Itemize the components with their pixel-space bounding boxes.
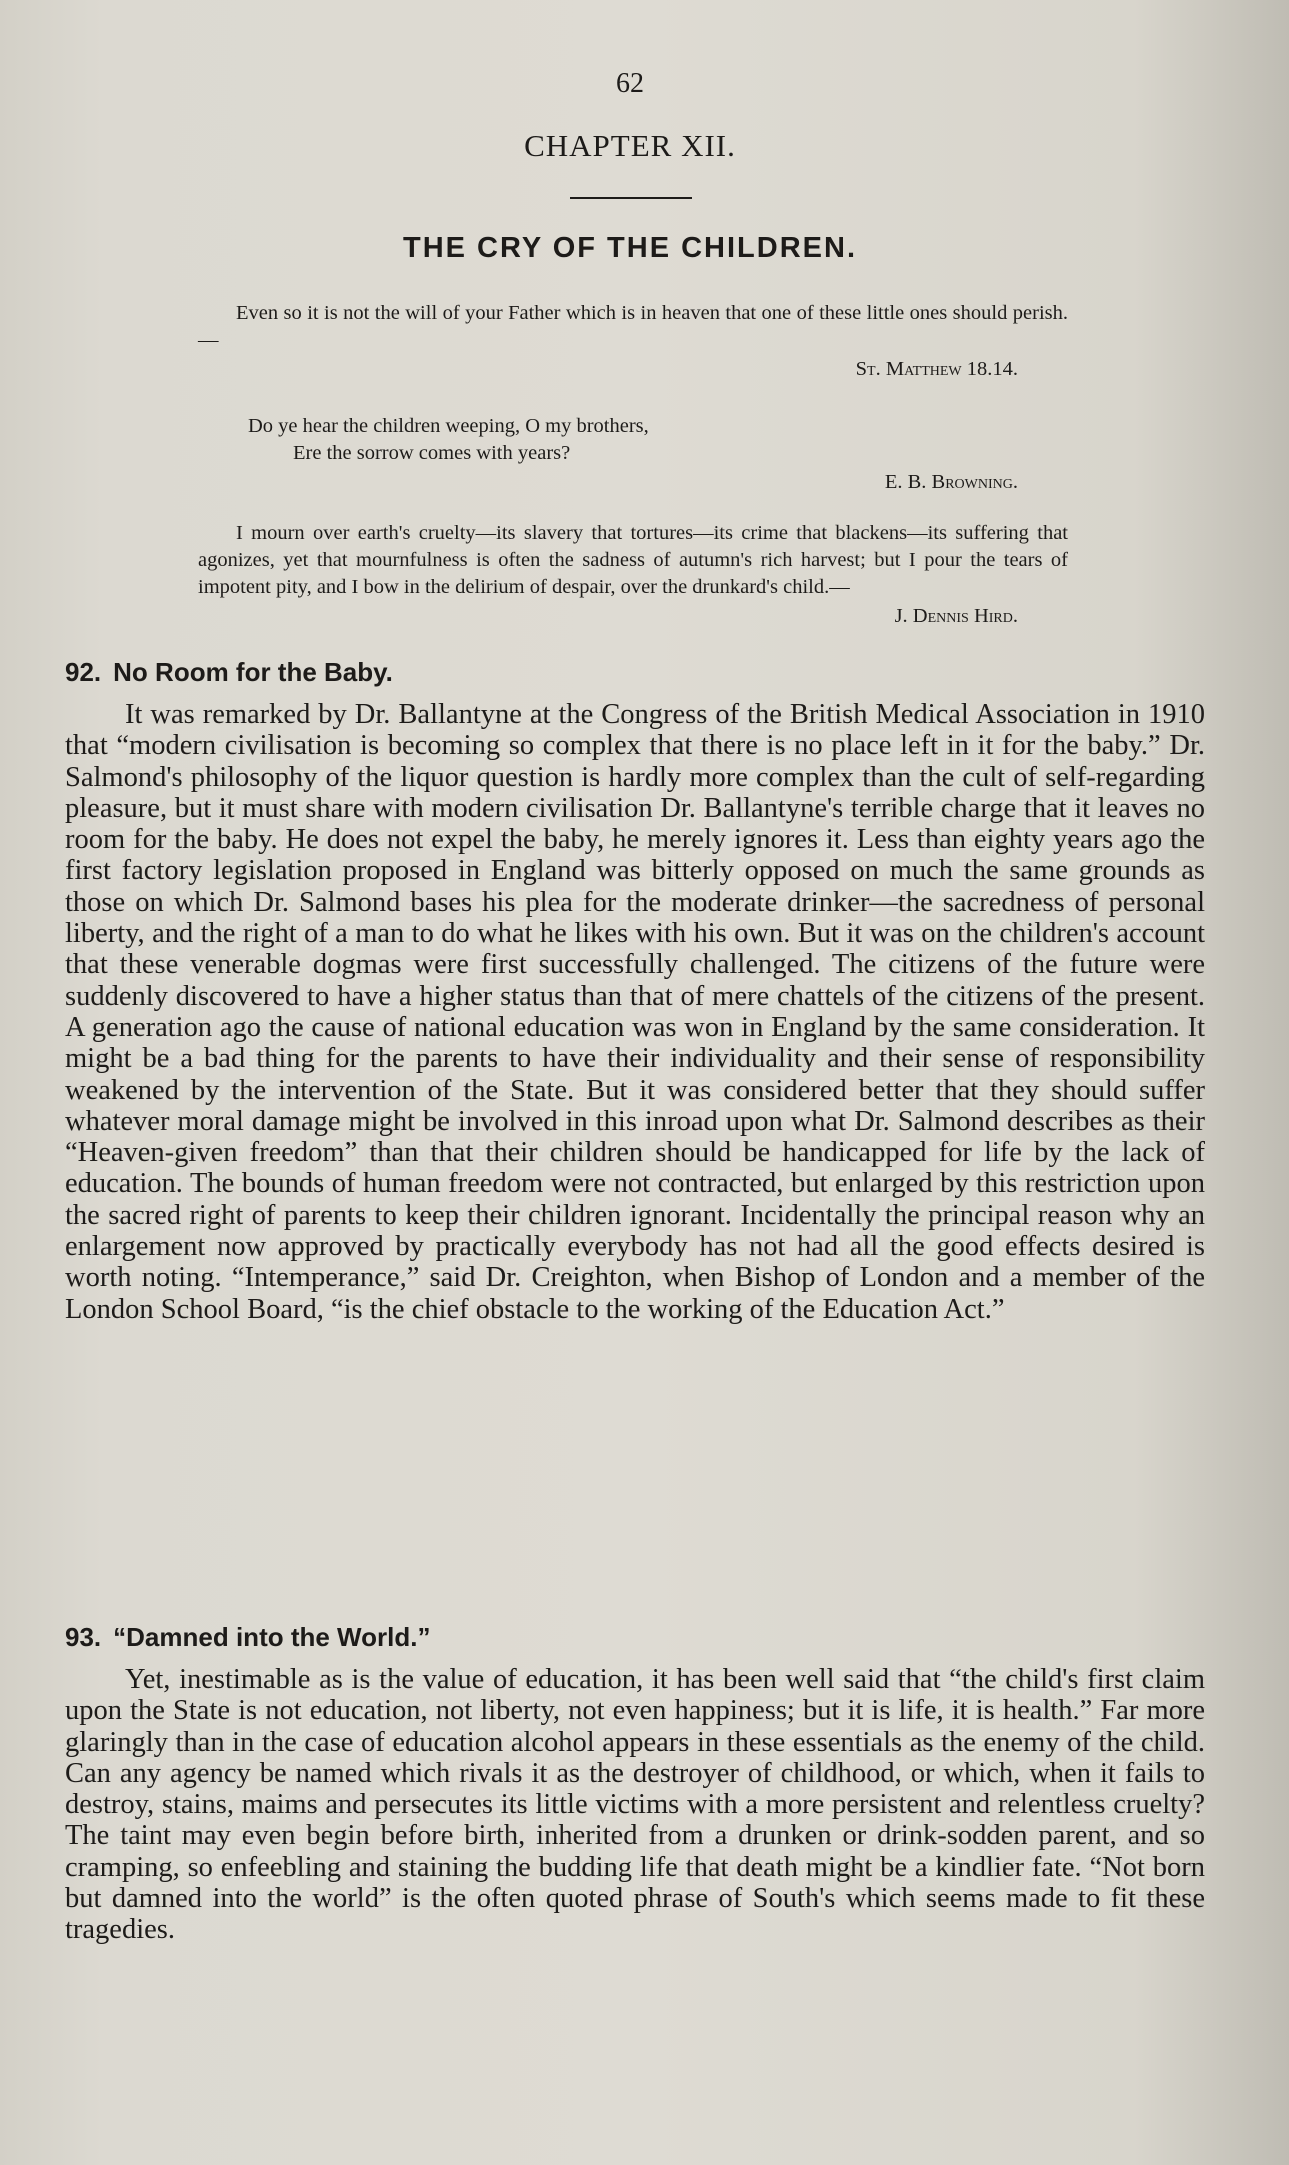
section-number: 92. (65, 657, 102, 687)
epigraphs (198, 300, 1068, 630)
epigraph-attribution: J. Dennis Hird. (894, 605, 1018, 627)
section-title: “Damned into the World.” (113, 1622, 431, 1652)
epigraph-text: Even so it is not the will of your Father which is in heaven that one of these little ones should perish.— (198, 302, 1068, 351)
epigraph-attribution: St. Matthew 18.14. (855, 358, 1018, 380)
epigraph-hird (198, 520, 1068, 630)
section-93 (65, 1622, 1205, 1946)
chapter-title: THE CRY OF THE CHILDREN. (402, 232, 857, 264)
epigraph-text: I mourn over earth's cruelty—its slavery that tortures—its crime that blackens—its suffering that agonizes, yet that mournfulness is often the sadness of autumn's rich harvest; but I pour the tears of impotent pity, and I bow in the delirium of despair, over the drunkard's child.— (198, 522, 1068, 598)
title-divider (570, 197, 692, 199)
page-number: 62 (616, 68, 644, 99)
chapter-heading: CHAPTER XII. (524, 128, 736, 163)
section-heading (65, 657, 1205, 689)
section-number: 93. (65, 1622, 102, 1652)
section-92 (65, 657, 1205, 1325)
verse-line: Ere the sorrow comes with years? (293, 442, 571, 464)
section-title: No Room for the Baby. (113, 657, 393, 687)
epigraph-browning (198, 413, 1068, 467)
section-heading (65, 1622, 1205, 1654)
section-body: Yet, inestimable as is the value of education, it has been well said that “the child's first claim upon the State is not education, not liberty, not even happiness; but it is life, it is health.” Far more glaringly than in the case of education alcohol appears in these essentials as the enemy of the child. Can any agency be named which rivals it as the destroyer of childhood, or which, when it fails to destroy, stains, maims and persecutes its little victims with a more persistent and relentless cruelty? The taint may even begin before birth, inherited from a drunken or drink-sodden parent, and so cramping, so enfeebling and staining the budding life that death might be a kindlier fate. “Not born but damned into the world” is the often quoted phrase of South's which seems made to fit these tragedies. (65, 1664, 1205, 1946)
verse-line: Do ye hear the children weeping, O my brothers, (248, 415, 649, 437)
section-body: It was remarked by Dr. Ballantyne at the Congress of the British Medical Association in 1910 that “modern civilisation is becoming so complex that there is no place left in it for the baby.” Dr. Salmond's philosophy of the liquor question is hardly more complex than the cult of self-regarding pleasure, but it must share with modern civilisation Dr. Ballantyne's terrible charge that it leaves no room for the baby. He does not expel the baby, he merely ignores it. Less than eighty years ago the first factory legislation proposed in England was bitterly opposed on much the same grounds as those on which Dr. Salmond bases his plea for the moderate drinker—the sacredness of personal liberty, and the right of a man to do what he likes with his own. But it was on the children's account that these venerable dogmas were first successfully challenged. The citizens of the future were suddenly discovered to have a higher status than that of mere chattels of the citizens of the present. A generation ago the cause of national education was won in England by the same consideration. It might be a bad thing for the parents to have their individuality and their sense of responsibility weakened by the intervention of the State. But it was considered better that they should suffer whatever moral damage might be involved in this inroad upon what Dr. Salmond describes as their “Heaven-given freedom” than that their children should be handicapped for life by the lack of education. The bounds of human freedom were not contracted, but enlarged by this restriction upon the sacred right of parents to keep their children ignorant. Incidentally the principal reason why an enlargement now approved by practically everybody has not had all the good effects desired is worth noting. “Intemperance,” said Dr. Creighton, when Bishop of London and a member of the London School Board, “is the chief obstacle to the working of the Education Act.” (65, 699, 1205, 1325)
epigraph-matthew (198, 300, 1068, 383)
epigraph-attribution: E. B. Browning. (884, 471, 1018, 493)
